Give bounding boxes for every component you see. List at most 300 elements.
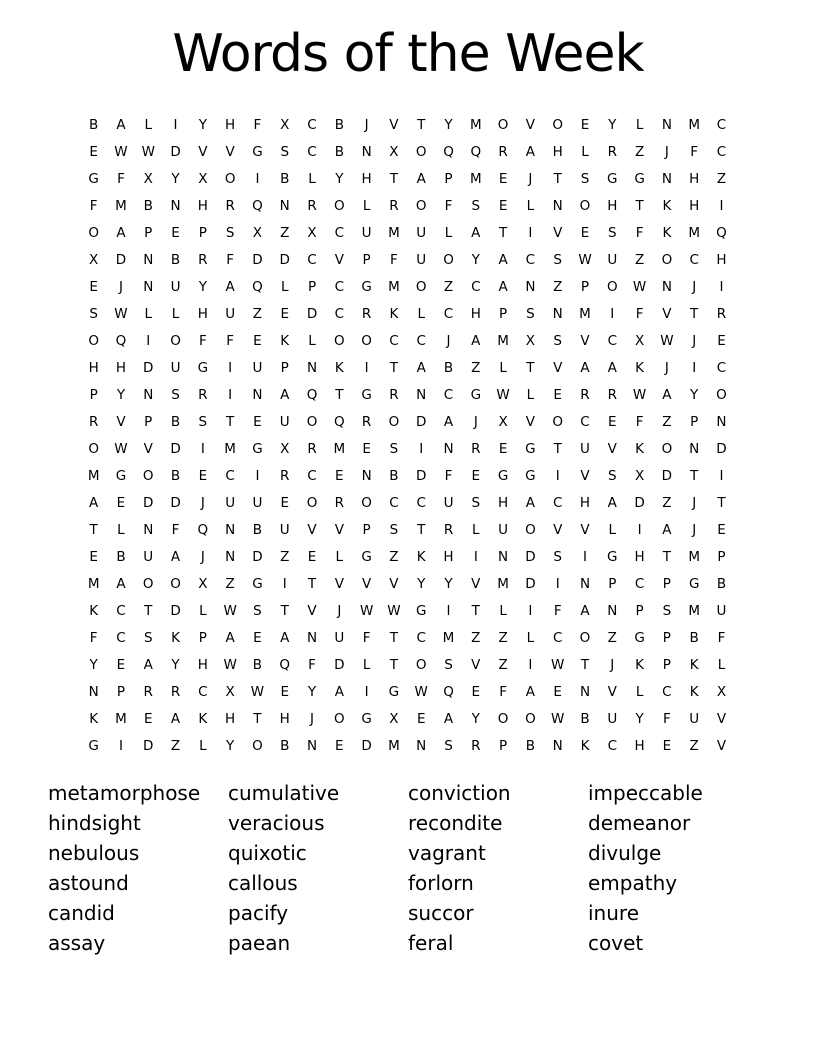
grid-letter: G — [415, 603, 427, 619]
grid-letter: Y — [198, 279, 207, 295]
grid-letter: H — [716, 252, 727, 268]
grid-letter: N — [361, 144, 372, 160]
word-list-item: recondite — [408, 811, 503, 835]
grid-letter: G — [497, 468, 509, 484]
grid-letter: X — [634, 468, 645, 484]
grid-letter: I — [200, 441, 205, 457]
grid-letter: F — [717, 630, 726, 646]
grid-letter: O — [334, 198, 345, 214]
grid-letter: S — [608, 225, 617, 241]
grid-row — [80, 112, 736, 139]
grid-letter: N — [716, 414, 727, 430]
grid-letter: E — [280, 684, 289, 700]
grid-letter: R — [389, 198, 399, 214]
grid-letter: T — [335, 387, 344, 403]
grid-letter: B — [116, 549, 126, 565]
grid-letter: C — [225, 468, 235, 484]
grid-letter: H — [197, 657, 208, 673]
grid-letter: O — [170, 333, 181, 349]
grid-letter: V — [143, 441, 153, 457]
grid-letter: H — [470, 306, 481, 322]
grid-letter: W — [141, 144, 155, 160]
word-list-item: demeanor — [588, 811, 691, 835]
grid-letter: M — [87, 468, 100, 484]
grid-letter: Q — [197, 522, 209, 538]
grid-letter: T — [389, 657, 399, 673]
grid-letter: D — [143, 360, 154, 376]
word-list-item: divulge — [588, 841, 662, 865]
grid-letter: Z — [471, 630, 481, 646]
grid-letter: F — [635, 306, 644, 322]
grid-letter: C — [662, 684, 672, 700]
page-title: Words of the Week — [172, 24, 644, 84]
grid-letter: D — [661, 468, 673, 484]
grid-letter: A — [143, 657, 153, 673]
grid-letter: Y — [171, 657, 180, 673]
grid-letter: D — [279, 252, 290, 268]
grid-letter: O — [224, 171, 236, 187]
grid-letter: K — [198, 711, 208, 727]
grid-letter: B — [170, 252, 181, 268]
grid-letter: L — [199, 603, 207, 619]
grid-letter: C — [389, 333, 399, 349]
grid-letter: T — [717, 495, 726, 511]
grid-letter: Z — [689, 738, 699, 754]
grid-letter: S — [471, 495, 481, 511]
grid-letter: Z — [607, 630, 617, 646]
grid-letter: B — [716, 576, 727, 592]
grid-letter: C — [416, 333, 426, 349]
grid-letter: O — [579, 198, 591, 214]
grid-letter: E — [198, 468, 208, 484]
grid-letter: G — [361, 279, 372, 295]
grid-letter: Z — [443, 279, 454, 295]
grid-row — [80, 355, 736, 382]
grid-letter: F — [226, 252, 235, 268]
grid-letter: V — [334, 522, 344, 538]
grid-row — [80, 625, 736, 652]
grid-letter: I — [555, 468, 560, 484]
grid-letter: I — [637, 522, 642, 538]
grid-letter: S — [444, 657, 453, 673]
grid-letter: T — [389, 630, 399, 646]
grid-letter: N — [361, 468, 372, 484]
grid-row — [80, 490, 736, 517]
grid-letter: R — [716, 306, 727, 322]
grid-letter: D — [634, 495, 645, 511]
grid-letter: E — [553, 684, 562, 700]
grid-letter: R — [580, 387, 590, 403]
grid-letter: F — [444, 198, 453, 214]
grid-letter: H — [634, 549, 645, 565]
grid-letter: N — [252, 387, 263, 403]
grid-letter: T — [389, 171, 399, 187]
grid-row — [80, 652, 736, 679]
word-list — [48, 778, 768, 958]
grid-letter: R — [443, 522, 454, 538]
grid-letter: N — [170, 198, 181, 214]
grid-letter: O — [552, 414, 564, 430]
grid-letter: V — [198, 144, 208, 160]
grid-letter: O — [306, 495, 318, 511]
grid-letter: B — [580, 711, 590, 727]
grid-letter: X — [389, 711, 399, 727]
grid-row — [80, 544, 736, 571]
grid-letter: Y — [226, 738, 235, 754]
grid-letter: A — [89, 495, 99, 511]
word-list-column — [48, 778, 228, 958]
grid-letter: D — [416, 414, 427, 430]
grid-letter: P — [116, 684, 126, 700]
grid-letter: O — [415, 144, 427, 160]
word-list-item: vagrant — [408, 841, 486, 865]
grid-letter: Z — [170, 738, 181, 754]
grid-letter: O — [525, 522, 536, 538]
grid-letter: R — [198, 387, 208, 403]
grid-letter: R — [334, 495, 345, 511]
grid-letter: X — [252, 225, 263, 241]
grid-letter: N — [552, 306, 563, 322]
grid-letter: Y — [171, 171, 180, 187]
grid-letter: C — [416, 495, 426, 511]
grid-letter: I — [719, 198, 724, 214]
grid-letter: S — [553, 549, 562, 565]
grid-letter: O — [415, 198, 427, 214]
grid-letter: A — [580, 603, 590, 619]
grid-letter: O — [716, 387, 727, 403]
grid-letter: H — [197, 306, 208, 322]
grid-letter: N — [498, 549, 509, 565]
grid-letter: I — [118, 738, 123, 754]
grid-letter: I — [528, 657, 533, 673]
grid-letter: B — [389, 468, 399, 484]
grid-letter: J — [692, 495, 697, 511]
grid-letter: V — [225, 144, 235, 160]
grid-letter: F — [89, 630, 98, 646]
grid-letter: B — [89, 117, 99, 133]
grid-letter: L — [635, 684, 644, 700]
grid-letter: O — [361, 333, 372, 349]
grid-letter: C — [307, 144, 317, 160]
grid-letter: J — [446, 333, 451, 349]
grid-letter: N — [88, 684, 99, 700]
grid-letter: A — [471, 333, 481, 349]
grid-letter: P — [499, 306, 508, 322]
grid-letter: J — [528, 171, 533, 187]
grid-letter: N — [306, 630, 318, 646]
grid-letter: Y — [198, 117, 207, 133]
grid-letter: L — [280, 279, 289, 295]
grid-letter: M — [688, 117, 700, 133]
grid-letter: J — [118, 279, 123, 295]
grid-letter: E — [498, 441, 508, 457]
grid-letter: I — [528, 603, 533, 619]
grid-letter: L — [526, 198, 535, 214]
grid-letter: X — [307, 225, 317, 241]
grid-letter: J — [692, 333, 697, 349]
grid-letter: T — [526, 360, 535, 376]
grid-letter: V — [471, 657, 481, 673]
grid-letter: V — [389, 576, 399, 592]
grid-letter: I — [419, 441, 424, 457]
grid-letter: G — [525, 468, 536, 484]
grid-letter: A — [498, 252, 508, 268]
grid-letter: E — [471, 684, 481, 700]
word-list-item: quixotic — [228, 841, 307, 865]
grid-letter: T — [662, 549, 671, 565]
grid-letter: U — [416, 225, 427, 241]
grid-letter: V — [716, 711, 727, 727]
grid-letter: C — [334, 279, 345, 295]
grid-letter: V — [307, 603, 317, 619]
grid-letter: I — [719, 468, 724, 484]
grid-letter: A — [170, 549, 181, 565]
grid-letter: L — [608, 522, 617, 538]
grid-letter: K — [662, 225, 672, 241]
grid-letter: E — [335, 738, 344, 754]
grid-letter: C — [334, 225, 345, 241]
word-list-item: empathy — [588, 871, 678, 895]
grid-letter: A — [607, 495, 617, 511]
grid-letter: A — [116, 225, 126, 241]
grid-letter: N — [661, 117, 672, 133]
grid-letter: D — [525, 549, 536, 565]
word-list-item: forlorn — [408, 871, 474, 895]
grid-letter: S — [662, 603, 672, 619]
grid-letter: I — [473, 549, 478, 565]
grid-letter: W — [632, 279, 647, 295]
grid-letter: P — [362, 522, 371, 538]
grid-letter: V — [580, 468, 590, 484]
grid-letter: M — [115, 198, 127, 214]
grid-letter: E — [580, 117, 590, 133]
grid-letter: A — [662, 522, 672, 538]
grid-letter: C — [634, 576, 645, 592]
grid-letter: W — [551, 657, 565, 673]
grid-letter: I — [692, 360, 697, 376]
grid-letter: O — [579, 630, 591, 646]
grid-letter: V — [471, 576, 481, 592]
grid-letter: S — [580, 171, 590, 187]
grid-letter: E — [253, 414, 262, 430]
grid-letter: I — [173, 117, 178, 133]
grid-letter: B — [143, 198, 153, 214]
grid-letter: S — [225, 225, 235, 241]
grid-letter: K — [89, 711, 99, 727]
grid-letter: T — [471, 603, 480, 619]
grid-letter: E — [171, 225, 180, 241]
grid-letter: G — [688, 576, 700, 592]
grid-letter: R — [361, 306, 372, 322]
grid-letter: E — [362, 441, 371, 457]
grid-letter: D — [143, 738, 154, 754]
grid-letter: P — [280, 360, 289, 376]
grid-letter: G — [388, 684, 400, 700]
grid-letter: Z — [225, 576, 235, 592]
grid-letter: X — [389, 144, 399, 160]
grid-letter: L — [526, 387, 535, 403]
grid-letter: F — [362, 630, 371, 646]
grid-letter: P — [307, 279, 317, 295]
grid-letter: C — [525, 252, 536, 268]
grid-letter: Y — [335, 171, 344, 187]
grid-letter: R — [280, 468, 290, 484]
grid-letter: B — [443, 360, 454, 376]
grid-letter: P — [580, 279, 590, 295]
grid-letter: G — [607, 171, 618, 187]
word-list-item: conviction — [408, 781, 511, 805]
grid-letter: E — [116, 495, 126, 511]
grid-letter: I — [282, 576, 287, 592]
grid-letter: D — [252, 549, 263, 565]
grid-letter: E — [116, 657, 126, 673]
grid-letter: V — [607, 684, 617, 700]
grid-letter: U — [689, 711, 700, 727]
grid-letter: L — [362, 657, 371, 673]
grid-letter: C — [607, 738, 617, 754]
grid-letter: A — [525, 144, 536, 160]
grid-letter: M — [388, 279, 400, 295]
grid-letter: N — [143, 387, 154, 403]
grid-letter: W — [359, 603, 374, 619]
grid-letter: I — [555, 576, 560, 592]
grid-letter: U — [607, 252, 618, 268]
grid-letter: O — [661, 441, 673, 457]
grid-letter: L — [335, 549, 344, 565]
grid-letter: W — [114, 144, 128, 160]
grid-letter: C — [389, 495, 399, 511]
grid-letter: I — [610, 306, 615, 322]
grid-letter: Z — [389, 549, 399, 565]
grid-letter: X — [280, 117, 290, 133]
grid-letter: T — [690, 468, 699, 484]
grid-letter: G — [88, 171, 99, 187]
grid-letter: M — [388, 225, 400, 241]
grid-letter: E — [253, 333, 262, 349]
grid-letter: F — [253, 117, 262, 133]
grid-letter: S — [171, 387, 180, 403]
grid-letter: Z — [662, 414, 672, 430]
grid-letter: Z — [280, 225, 290, 241]
grid-letter: M — [224, 441, 236, 457]
grid-letter: Y — [307, 684, 317, 700]
grid-letter: V — [553, 225, 563, 241]
grid-letter: T — [307, 576, 317, 592]
grid-letter: H — [579, 495, 591, 511]
grid-letter: E — [416, 711, 426, 727]
grid-letter: E — [307, 549, 317, 565]
grid-letter: J — [664, 144, 669, 160]
grid-letter: N — [306, 738, 318, 754]
grid-letter: F — [499, 684, 507, 700]
grid-letter: L — [362, 198, 371, 214]
grid-letter: J — [610, 657, 615, 673]
grid-letter: N — [443, 441, 454, 457]
grid-letter: T — [498, 225, 508, 241]
grid-letter: U — [225, 495, 236, 511]
word-list-item: pacify — [228, 901, 289, 925]
grid-letter: D — [143, 495, 154, 511]
grid-letter: P — [499, 738, 508, 754]
word-list-item: veracious — [228, 811, 325, 835]
grid-row — [80, 571, 736, 598]
grid-letter: F — [635, 414, 644, 430]
grid-letter: K — [334, 360, 344, 376]
grid-letter: C — [198, 684, 208, 700]
grid-letter: L — [117, 522, 125, 538]
grid-letter: Z — [634, 144, 645, 160]
grid-letter: R — [498, 144, 508, 160]
grid-letter: W — [250, 684, 265, 700]
grid-letter: C — [443, 387, 454, 403]
grid-letter: M — [688, 549, 700, 565]
grid-letter: F — [690, 144, 699, 160]
grid-letter: A — [580, 360, 590, 376]
grid-letter: K — [662, 198, 672, 214]
grid-letter: A — [443, 414, 454, 430]
grid-letter: U — [416, 252, 427, 268]
grid-letter: D — [334, 657, 345, 673]
grid-letter: A — [525, 495, 536, 511]
word-list-item: assay — [48, 931, 106, 955]
grid-letter: O — [415, 279, 427, 295]
grid-letter: Y — [116, 387, 126, 403]
grid-letter: O — [334, 711, 345, 727]
grid-letter: G — [361, 711, 372, 727]
grid-letter: J — [692, 522, 697, 538]
grid-letter: A — [280, 387, 290, 403]
word-list-item: inure — [588, 901, 639, 925]
word-list-item: succor — [408, 901, 474, 925]
grid-letter: G — [634, 171, 645, 187]
grid-letter: P — [662, 576, 671, 592]
grid-letter: N — [143, 252, 154, 268]
grid-letter: I — [364, 684, 369, 700]
grid-letter: X — [198, 171, 208, 187]
grid-letter: D — [170, 495, 181, 511]
grid-letter: L — [499, 603, 507, 619]
word-list-item: nebulous — [48, 841, 140, 865]
grid-letter: X — [634, 333, 645, 349]
grid-letter: R — [307, 198, 317, 214]
grid-row — [80, 517, 736, 544]
grid-letter: K — [171, 630, 180, 646]
grid-letter: P — [662, 657, 671, 673]
grid-letter: H — [225, 117, 236, 133]
grid-letter: T — [226, 414, 235, 430]
grid-letter: G — [607, 549, 618, 565]
grid-letter: C — [689, 252, 699, 268]
grid-letter: N — [143, 279, 154, 295]
grid-letter: E — [471, 468, 481, 484]
grid-letter: W — [660, 333, 674, 349]
grid-letter: J — [473, 414, 478, 430]
grid-letter: S — [389, 522, 399, 538]
grid-letter: E — [89, 549, 98, 565]
grid-letter: I — [228, 360, 233, 376]
grid-letter: H — [634, 738, 645, 754]
grid-letter: Z — [634, 252, 645, 268]
grid-letter: P — [608, 576, 617, 592]
grid-letter: A — [416, 171, 426, 187]
grid-letter: A — [225, 279, 235, 295]
grid-letter: S — [253, 603, 262, 619]
grid-letter: M — [87, 576, 100, 592]
grid-letter: N — [579, 576, 591, 592]
grid-letter: F — [171, 522, 180, 538]
grid-letter: O — [142, 576, 154, 592]
grid-letter: K — [389, 306, 399, 322]
